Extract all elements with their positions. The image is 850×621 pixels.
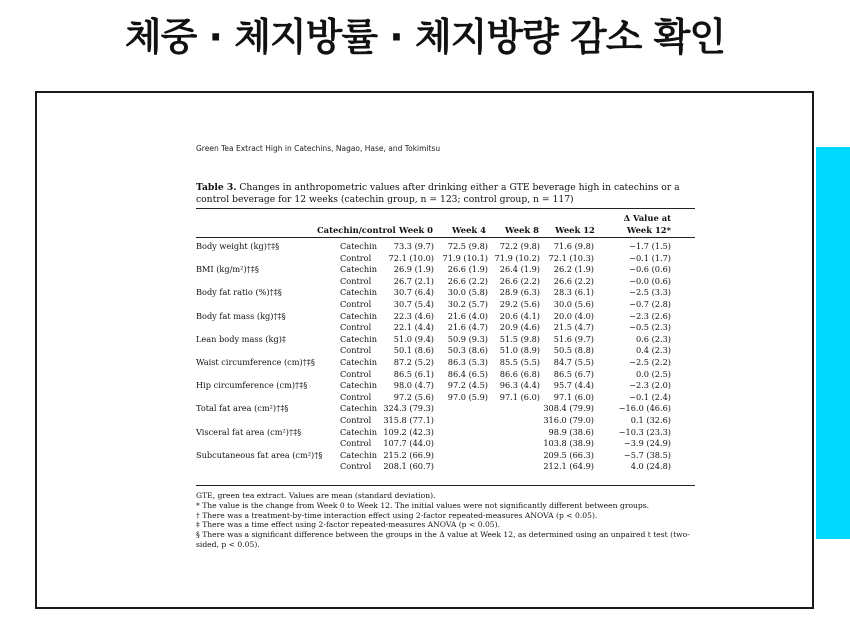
cell-w8: 26.6 (2.2) [499, 275, 540, 286]
cell-w12: 84.7 (5.5) [553, 357, 594, 367]
cell-w12: 21.5 (4.7) [553, 322, 594, 333]
cell-delta: 4.0 (24.8) [630, 461, 671, 472]
cell-group: Catechin [340, 333, 378, 344]
footnote: § There was a significant difference between the groups in the Δ value at Week 12, as determined using an unpaired t test (two-sided, p < 0.05). [196, 530, 690, 549]
cell-w0: 208.1 (60.7) [383, 461, 434, 472]
cell-delta: −0.6 (0.6) [629, 264, 671, 275]
cell-w12: 97.1 (6.0) [553, 391, 594, 402]
cell-w8: 71.9 (10.2) [494, 252, 540, 263]
cell-w8: 20.9 (4.6) [499, 322, 540, 333]
cell-delta: 0.6 (2.3) [635, 333, 671, 344]
cell-w12: 26.2 (1.9) [553, 264, 594, 275]
table-caption-text: Changes in anthropometric values after drinking either a GTE beverage high in catechins or a control beverage for 12 weeks (catechin group, n = 123; control group, n = 117) [196, 182, 680, 205]
table-row [196, 450, 695, 461]
cell-w0: 72.1 (10.0) [388, 252, 434, 263]
cell-label: Body weight (kg)†‡§ [196, 241, 280, 251]
cell-w0: 51.0 (9.4) [393, 333, 434, 344]
cell-w8: 85.5 (5.5) [499, 357, 540, 367]
cell-group: Catechin [340, 287, 378, 298]
col-header-week0: Week 0 [399, 225, 433, 235]
cell-w4: 21.6 (4.0) [447, 310, 488, 321]
cell-w0: 86.5 (6.1) [393, 368, 434, 379]
cell-w0: 98.0 (4.7) [393, 380, 434, 391]
cell-w0: 107.7 (44.0) [383, 438, 434, 449]
cell-label: Subcutaneous fat area (cm²)†§ [196, 449, 323, 460]
cell-w0: 73.3 (9.7) [393, 241, 434, 251]
cell-w12: 95.7 (4.4) [553, 380, 594, 391]
footnote: † There was a treatment-by-time interaction effect using 2-factor repeated-measures ANOVA (p < 0.05). [196, 510, 598, 520]
cell-label: Hip circumference (cm)†‡§ [196, 380, 308, 391]
cell-w0: 324.3 (79.3) [383, 403, 434, 414]
cell-group: Catechin [340, 357, 378, 367]
cell-group: Catechin [340, 403, 378, 414]
cell-w4: 86.4 (6.5) [447, 368, 488, 379]
cell-group: Control [340, 275, 372, 286]
cell-delta: −10.3 (23.3) [618, 426, 671, 437]
cell-delta: −16.0 (46.6) [618, 403, 671, 414]
cell-w12: 51.6 (9.7) [553, 333, 594, 344]
table-caption-label: Table 3. [196, 182, 237, 193]
cell-w8: 51.5 (9.8) [499, 333, 540, 344]
cell-delta: −2.3 (2.0) [629, 380, 671, 391]
cell-w4: 30.0 (5.8) [447, 287, 488, 298]
cell-w12: 26.6 (2.2) [553, 275, 594, 286]
cell-w8: 51.0 (8.9) [499, 345, 540, 356]
cell-w4: 26.6 (2.2) [447, 275, 488, 286]
col-header-week8: Week 8 [505, 225, 539, 235]
running-head: Green Tea Extract High in Catechins, Nagao, Hase, and Tokimitsu [196, 144, 441, 153]
cell-group: Catechin [340, 449, 378, 460]
cell-w0: 215.2 (66.9) [383, 449, 434, 460]
cell-w4: 97.2 (4.5) [447, 380, 488, 391]
paper-excerpt-frame [35, 91, 814, 609]
cell-w0: 22.1 (4.4) [393, 322, 434, 333]
table-row [196, 380, 695, 391]
cell-w0: 109.2 (42.3) [383, 426, 434, 437]
cell-w0: 22.3 (4.6) [393, 310, 434, 321]
cell-delta: 0.1 (32.6) [630, 415, 671, 425]
cell-w4: 86.3 (5.3) [447, 357, 488, 367]
cell-w0: 30.7 (5.4) [393, 299, 434, 309]
cell-w12: 20.0 (4.0) [553, 310, 594, 321]
cell-label: Lean body mass (kg)‡ [196, 333, 287, 344]
table-row [196, 415, 695, 426]
accent-bar [816, 147, 850, 539]
cell-w12: 212.1 (64.9) [543, 461, 594, 472]
table-row [196, 369, 695, 380]
cell-delta: −2.5 (3.3) [629, 287, 671, 298]
col-header-week12: Week 12 [555, 225, 595, 235]
table-row [196, 276, 695, 287]
col-header-week4: Week 4 [452, 225, 486, 235]
cell-delta: −3.9 (24.9) [623, 438, 671, 449]
cell-w4: 50.3 (8.6) [447, 345, 488, 356]
cell-delta: −1.7 (1.5) [629, 241, 671, 251]
cell-label: BMI (kg/m²)†‡§ [196, 264, 259, 275]
cell-w4: 97.0 (5.9) [447, 391, 488, 402]
cell-w12: 72.1 (10.3) [548, 252, 594, 263]
cell-w8: 96.3 (4.4) [499, 380, 540, 391]
cell-group: Catechin [340, 241, 378, 251]
cell-delta: −5.7 (38.5) [623, 449, 671, 460]
cell-label: Body fat ratio (%)†‡§ [196, 287, 282, 298]
cell-group: Control [340, 461, 372, 472]
cell-group: Control [340, 415, 372, 425]
cell-group: Control [340, 252, 372, 263]
col-header-group: Catechin/control [317, 225, 396, 235]
header-rule [196, 237, 695, 238]
bottom-rule [196, 485, 695, 486]
cell-delta: −2.5 (2.2) [629, 357, 671, 367]
cell-w12: 103.8 (38.9) [543, 438, 594, 449]
table-row [196, 322, 695, 333]
cell-w12: 30.0 (5.6) [553, 299, 594, 309]
cell-delta: −0.5 (2.3) [629, 322, 671, 333]
cell-w0: 97.2 (5.6) [393, 391, 434, 402]
cell-group: Control [340, 345, 372, 356]
cell-w12: 316.0 (79.0) [543, 415, 594, 425]
cell-w4: 72.5 (9.8) [447, 241, 488, 251]
table-row [196, 253, 695, 264]
table-row [196, 345, 695, 356]
cell-w8: 26.4 (1.9) [499, 264, 540, 275]
cell-group: Control [340, 391, 372, 402]
top-rule [196, 208, 695, 209]
cell-w8: 29.2 (5.6) [499, 299, 540, 309]
table-row [196, 311, 695, 322]
cell-delta: −0.7 (2.8) [629, 299, 671, 309]
col-header-delta-line1: Δ Value at [623, 213, 671, 223]
cell-label: Waist circumference (cm)†‡§ [196, 357, 315, 367]
cell-w8: 20.6 (4.1) [499, 310, 540, 321]
table-row [196, 403, 695, 414]
table-row [196, 287, 695, 298]
cell-w0: 87.2 (5.2) [393, 357, 434, 367]
footnote: ‡ There was a time effect using 2-factor repeated-measures ANOVA (p < 0.05). [196, 520, 501, 530]
cell-group: Control [340, 322, 372, 333]
cell-group: Control [340, 299, 372, 309]
table-row [196, 241, 695, 252]
cell-w4: 50.9 (9.3) [447, 333, 488, 344]
cell-group: Catechin [340, 310, 378, 321]
cell-w8: 72.2 (9.8) [499, 241, 540, 251]
footnote: * The value is the change from Week 0 to Week 12. The initial values were not significantly different between groups. [196, 500, 650, 510]
cell-delta: −0.1 (2.4) [629, 391, 671, 402]
table-row [196, 438, 695, 449]
cell-delta: −0.1 (1.7) [629, 252, 671, 263]
cell-group: Catechin [340, 380, 378, 391]
cell-w8: 28.9 (6.3) [499, 287, 540, 298]
cell-label: Total fat area (cm²)†‡§ [196, 403, 289, 414]
cell-w0: 50.1 (8.6) [393, 345, 434, 356]
cell-delta: −0.0 (0.6) [629, 275, 671, 286]
cell-w4: 21.6 (4.7) [447, 322, 488, 333]
cell-w12: 98.9 (38.6) [548, 426, 594, 437]
cell-w0: 315.8 (77.1) [383, 415, 434, 425]
cell-w4: 71.9 (10.1) [442, 252, 488, 263]
cell-w0: 26.9 (1.9) [393, 264, 434, 275]
cell-group: Catechin [340, 264, 378, 275]
col-header-delta-line2: Week 12* [626, 225, 671, 235]
cell-group: Control [340, 438, 372, 449]
cell-delta: −2.3 (2.6) [629, 310, 671, 321]
slide-title: 체중 · 체지방률 · 체지방량 감소 확인 [124, 15, 726, 59]
cell-delta: 0.4 (2.3) [635, 345, 671, 356]
table-footnotes [196, 491, 696, 550]
table-row [196, 461, 695, 472]
cell-w4: 26.6 (1.9) [447, 264, 488, 275]
cell-w0: 26.7 (2.1) [393, 275, 434, 286]
cell-w0: 30.7 (6.4) [393, 287, 434, 298]
table-row [196, 299, 695, 310]
table-caption [196, 182, 696, 206]
cell-group: Control [340, 368, 372, 379]
cell-w12: 71.6 (9.8) [553, 241, 594, 251]
table-row [196, 264, 695, 275]
footnote: GTE, green tea extract. Values are mean (standard deviation). [196, 491, 436, 500]
cell-label: Visceral fat area (cm²)†‡§ [196, 426, 302, 437]
cell-w8: 97.1 (6.0) [499, 391, 540, 402]
cell-group: Catechin [340, 426, 378, 437]
cell-w12: 86.5 (6.7) [553, 368, 594, 379]
cell-w4: 30.2 (5.7) [447, 299, 488, 309]
cell-w12: 308.4 (79.9) [543, 403, 594, 414]
cell-w12: 28.3 (6.1) [553, 287, 594, 298]
table-row [196, 392, 695, 403]
cell-label: Body fat mass (kg)†‡§ [196, 310, 286, 321]
table-row [196, 357, 695, 368]
cell-w12: 50.5 (8.8) [553, 345, 594, 356]
table-row [196, 334, 695, 345]
cell-w12: 209.5 (66.3) [543, 449, 594, 460]
cell-delta: 0.0 (2.5) [635, 368, 671, 379]
table-row [196, 427, 695, 438]
cell-w8: 86.6 (6.8) [499, 368, 540, 379]
